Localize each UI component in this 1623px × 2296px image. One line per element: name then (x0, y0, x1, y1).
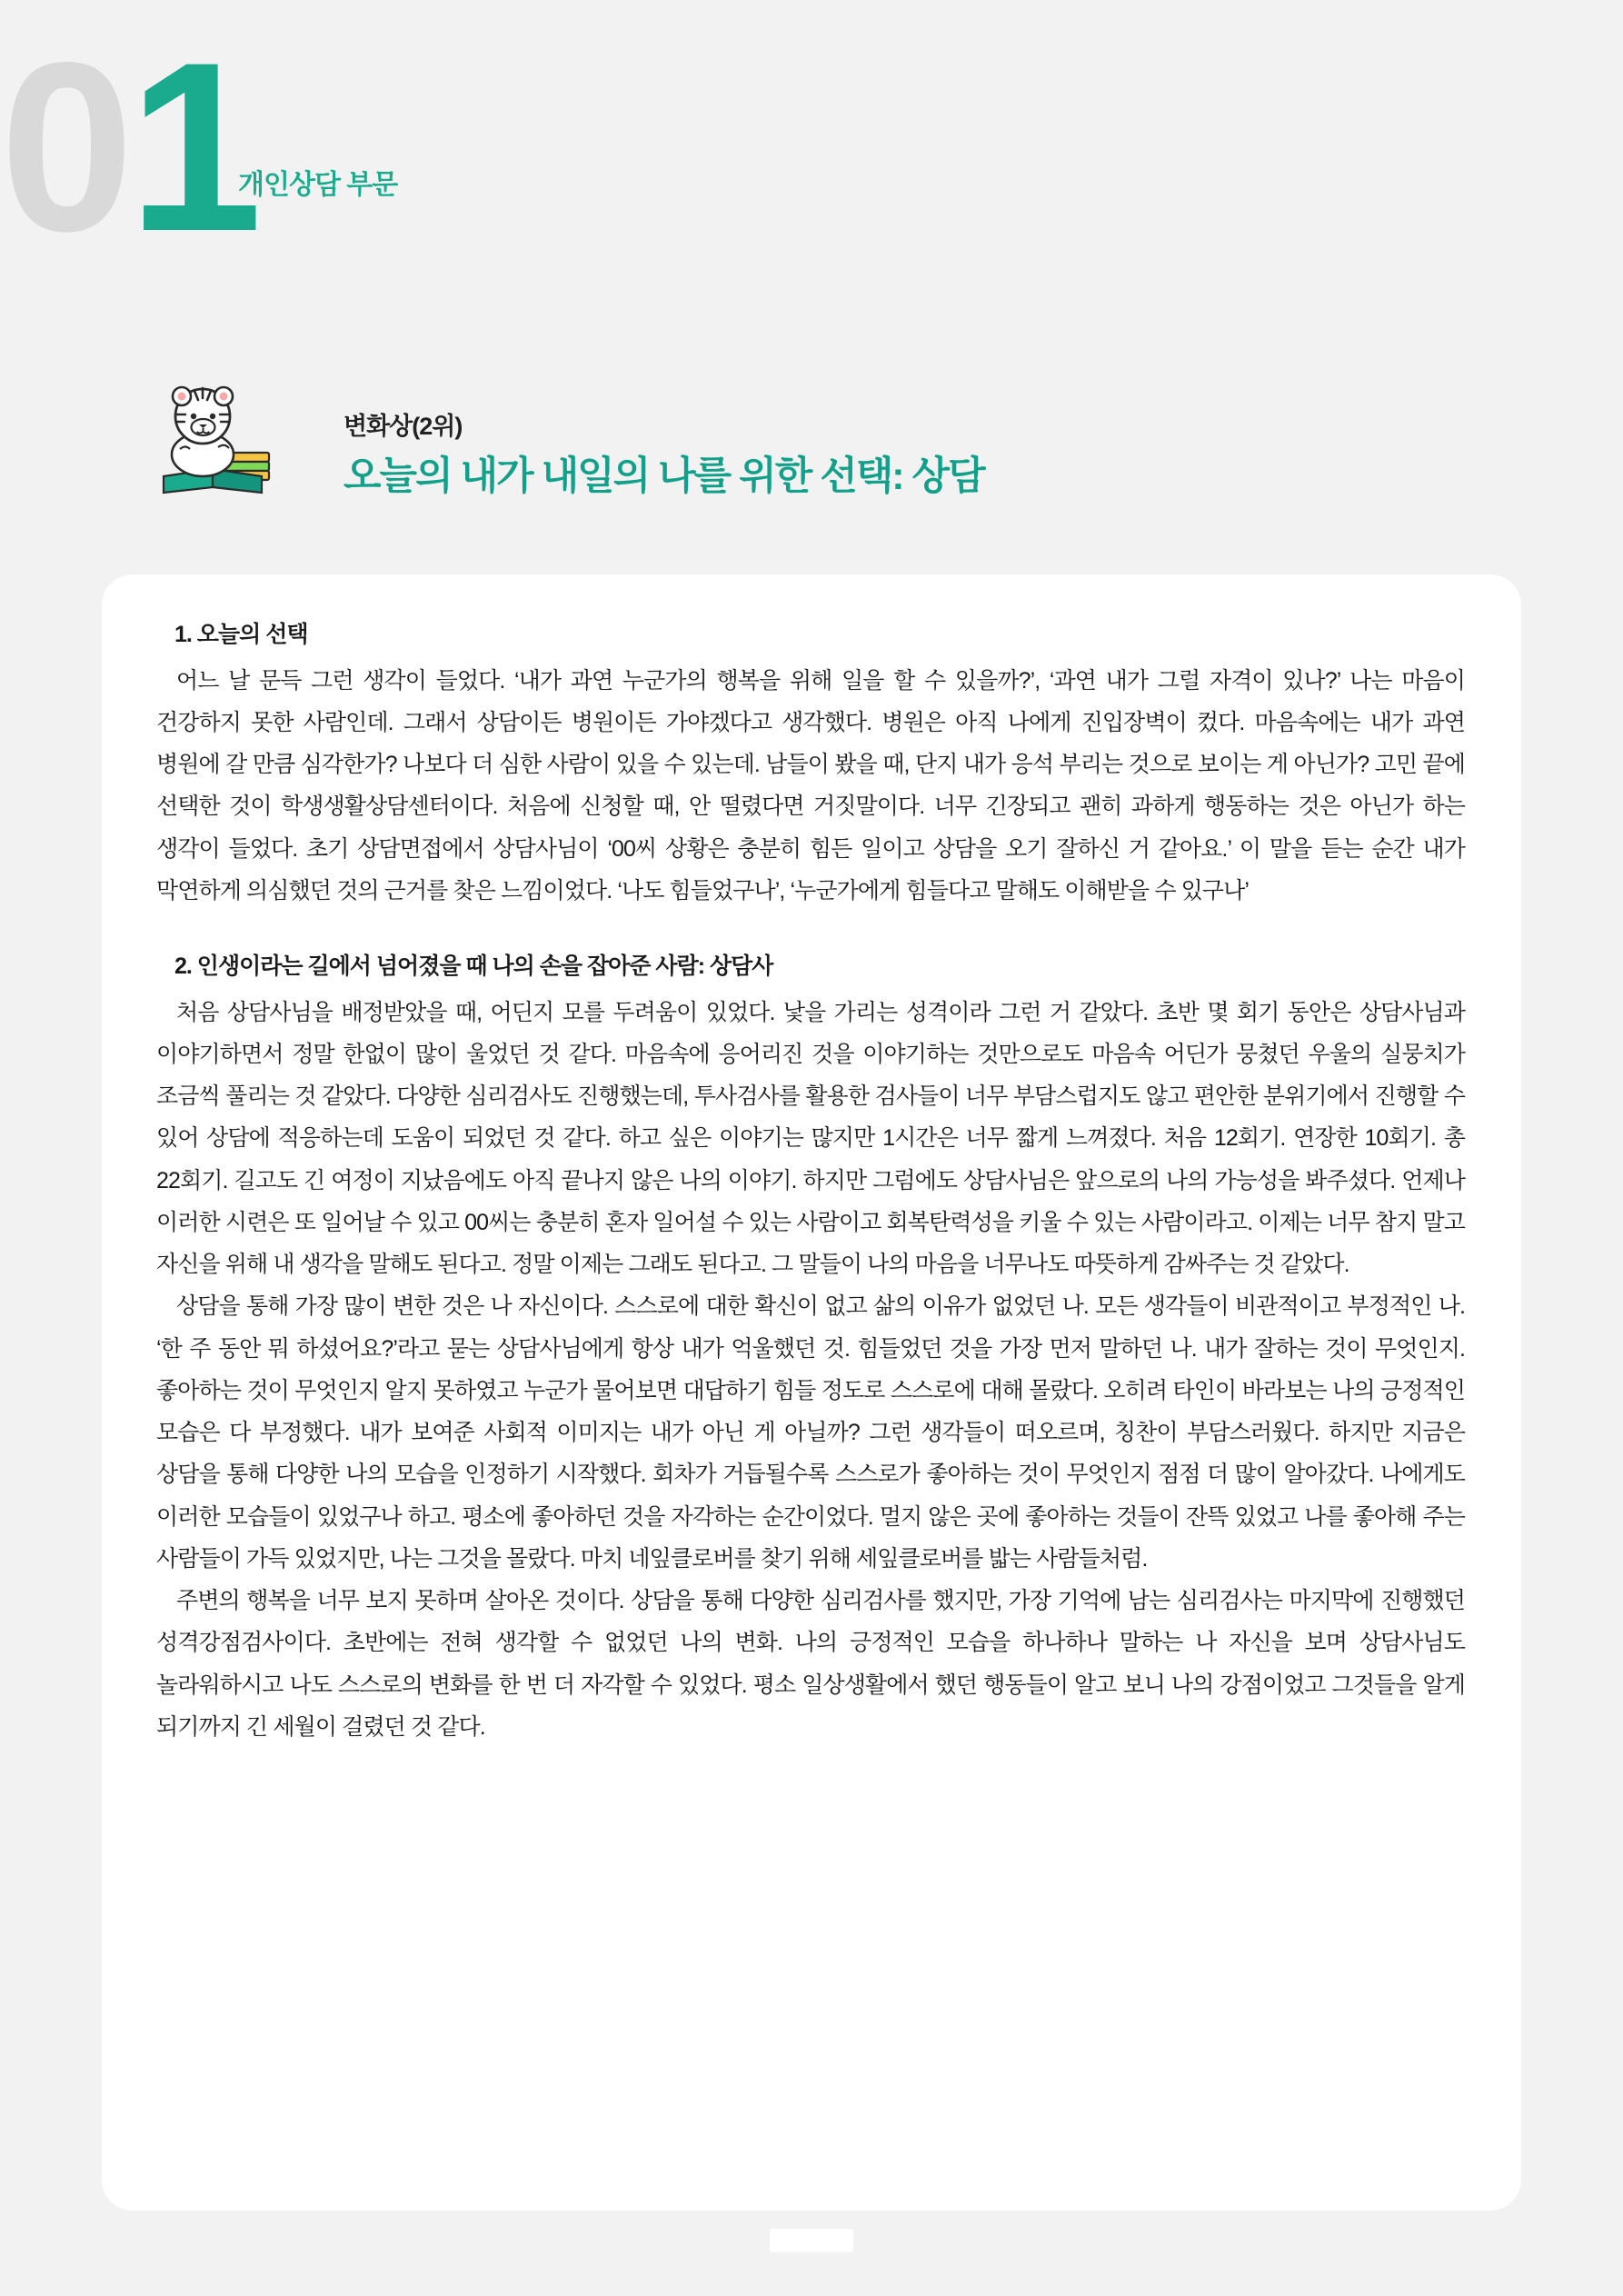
section-number-zero: 0 (0, 13, 129, 282)
section-number-one: 1 (128, 13, 257, 282)
heading-1: 1. 오늘의 선택 (174, 622, 308, 647)
page-footer-marker (770, 2229, 853, 2252)
content-card (102, 574, 1521, 2211)
paragraph-1: 어느 날 문득 그런 생각이 들었다. ‘내가 과연 누군가의 행복을 위해 일을 할 수 있을까?’, ‘과연 내가 그럴 자격이 있나?’ 나는 마음이 건강하지 못한 사람인데. 그래서 상담이든 병원이든 가야겠다고 생각했다. 병원은 아직 나에게 진입장벽이 컸다. 마음속에는 내가 과연 병원에 갈 만큼 심각한가? 나보다 더 심한 사람이 있을 수 있는데. 남들이 봤을 때, 단지 내가 응석 부리는 것으로 보이는 게 아닌가? 고민 끝에 선택한 것이 학생생활상담센터이다. 처음에 신청할 때, 안 떨렸다면 거짓말이다. 너무 긴장되고 괜히 과하게 행동하는 것은 아닌가 하는 생각이 들었다. 초기 상담면접에서 상담사님이 ‘00씨 상황은 충분히 힘든 일이고 상담을 오기 잘하신 거 같아요.’ 이 말을 듣는 순간 내가 막연하게 의심했던 것의 근거를 찾은 느낌이었다. ‘나도 힘들었구나’, ‘누군가에게 힘들다고 말해도 이해받을 수 있구나’ (156, 667, 1465, 903)
paragraph-2: 처음 상담사님을 배정받았을 때, 어딘지 모를 두려움이 있었다. 낯을 가리는 성격이라 그런 거 같았다. 초반 몇 회기 동안은 상담사님과 이야기하면서 정말 한없이 많이 울었던 것 같다. 마음속에 응어리진 것을 이야기하는 것만으로도 마음속 어딘가 뭉쳤던 우울의 실뭉치가 조금씩 풀리는 것 같았다. 다양한 심리검사도 진행했는데, 투사검사를 활용한 검사들이 너무 부담스럽지도 않고 편안한 분위기에서 진행할 수 있어 상담에 적응하는데 도움이 되었던 것 같다. 하고 싶은 이야기는 많지만 1시간은 너무 짧게 느껴졌다. 처음 12회기. 연장한 10회기. 총 22회기. 길고도 긴 여정이 지났음에도 아직 끝나지 않은 나의 이야기. 하지만 그럼에도 상담사님은 앞으로의 나의 가능성을 봐주셨다. 언제나 이러한 시련은 또 일어날 수 있고 00씨는 충분히 혼자 일어설 수 있는 사람이고 회복탄력성을 키울 수 있는 사람이라고. 이제는 너무 참지 말고 자신을 위해 내 생각을 말해도 된다고. 정말 이제는 그래도 된다고. 그 말들이 나의 마음을 너무나도 따뜻하게 감싸주는 것 같았다. (156, 999, 1465, 1277)
award-title: 오늘의 내가 내일의 나를 위한 선택: 상담 (344, 454, 984, 498)
section-label: 개인상담 부문 (238, 170, 398, 200)
award-rank: 변화상(2위) (344, 413, 463, 440)
content-card-inner (156, 618, 1465, 1748)
paragraph-3: 상담을 통해 가장 많이 변한 것은 나 자신이다. 스스로에 대한 확신이 없고 삶의 이유가 없었던 나. 모든 생각들이 비관적이고 부정적인 나. ‘한 주 동안 뭐 하셨어요?’라고 묻는 상담사님에게 항상 내가 억울했던 것. 힘들었던 것을 가장 먼저 말하던 나. 내가 잘하는 것이 무엇인지. 좋아하는 것이 무엇인지 알지 못하였고 누군가 물어보면 대답하기 힘들 정도로 스스로에 대해 몰랐다. 오히려 타인이 바라보는 나의 긍정적인 모습은 다 부정했다. 내가 보여준 사회적 이미지는 내가 아닌 게 아닐까? 그런 생각들이 떠오르며, 칭찬이 부담스러웠다. 하지만 지금은 상담을 통해 다양한 나의 모습을 인정하기 시작했다. 회차가 거듭될수록 스스로가 좋아하는 것이 무엇인지 점점 더 많이 알아갔다. 나에게도 이러한 모습들이 있었구나 하고. 평소에 좋아하던 것을 자각하는 순간이었다. 멀지 않은 곳에 좋아하는 것들이 잔뜩 있었고 나를 좋아해 주는 사람들이 가득 있었지만, 나는 그것을 몰랐다. 마치 네잎클로버를 찾기 위해 세잎클로버를 밟는 사람들처럼. (156, 1293, 1465, 1572)
award-header (153, 382, 1516, 509)
tiger-with-books-icon (153, 382, 280, 500)
paragraph-4: 주변의 행복을 너무 보지 못하며 살아온 것이다. 상담을 통해 다양한 심리검사를 했지만, 가장 기억에 남는 심리검사는 마지막에 진행했던 성격강점검사이다. 초반에는 전혀 생각할 수 없었던 나의 변화. 나의 긍정적인 모습을 하나하나 말하는 나 자신을 보며 상담사님도 놀라워하시고 나도 스스로의 변화를 한 번 더 자각할 수 있었다. 평소 일상생활에서 했던 행동들이 알고 보니 나의 강점이었고 그것들을 알게 되기까지 긴 세월이 걸렸던 것 같다. (156, 1588, 1465, 1740)
section-number (0, 13, 257, 282)
heading-2: 2. 인생이라는 길에서 넘어졌을 때 나의 손을 잡아준 사람: 상담사 (174, 953, 773, 979)
